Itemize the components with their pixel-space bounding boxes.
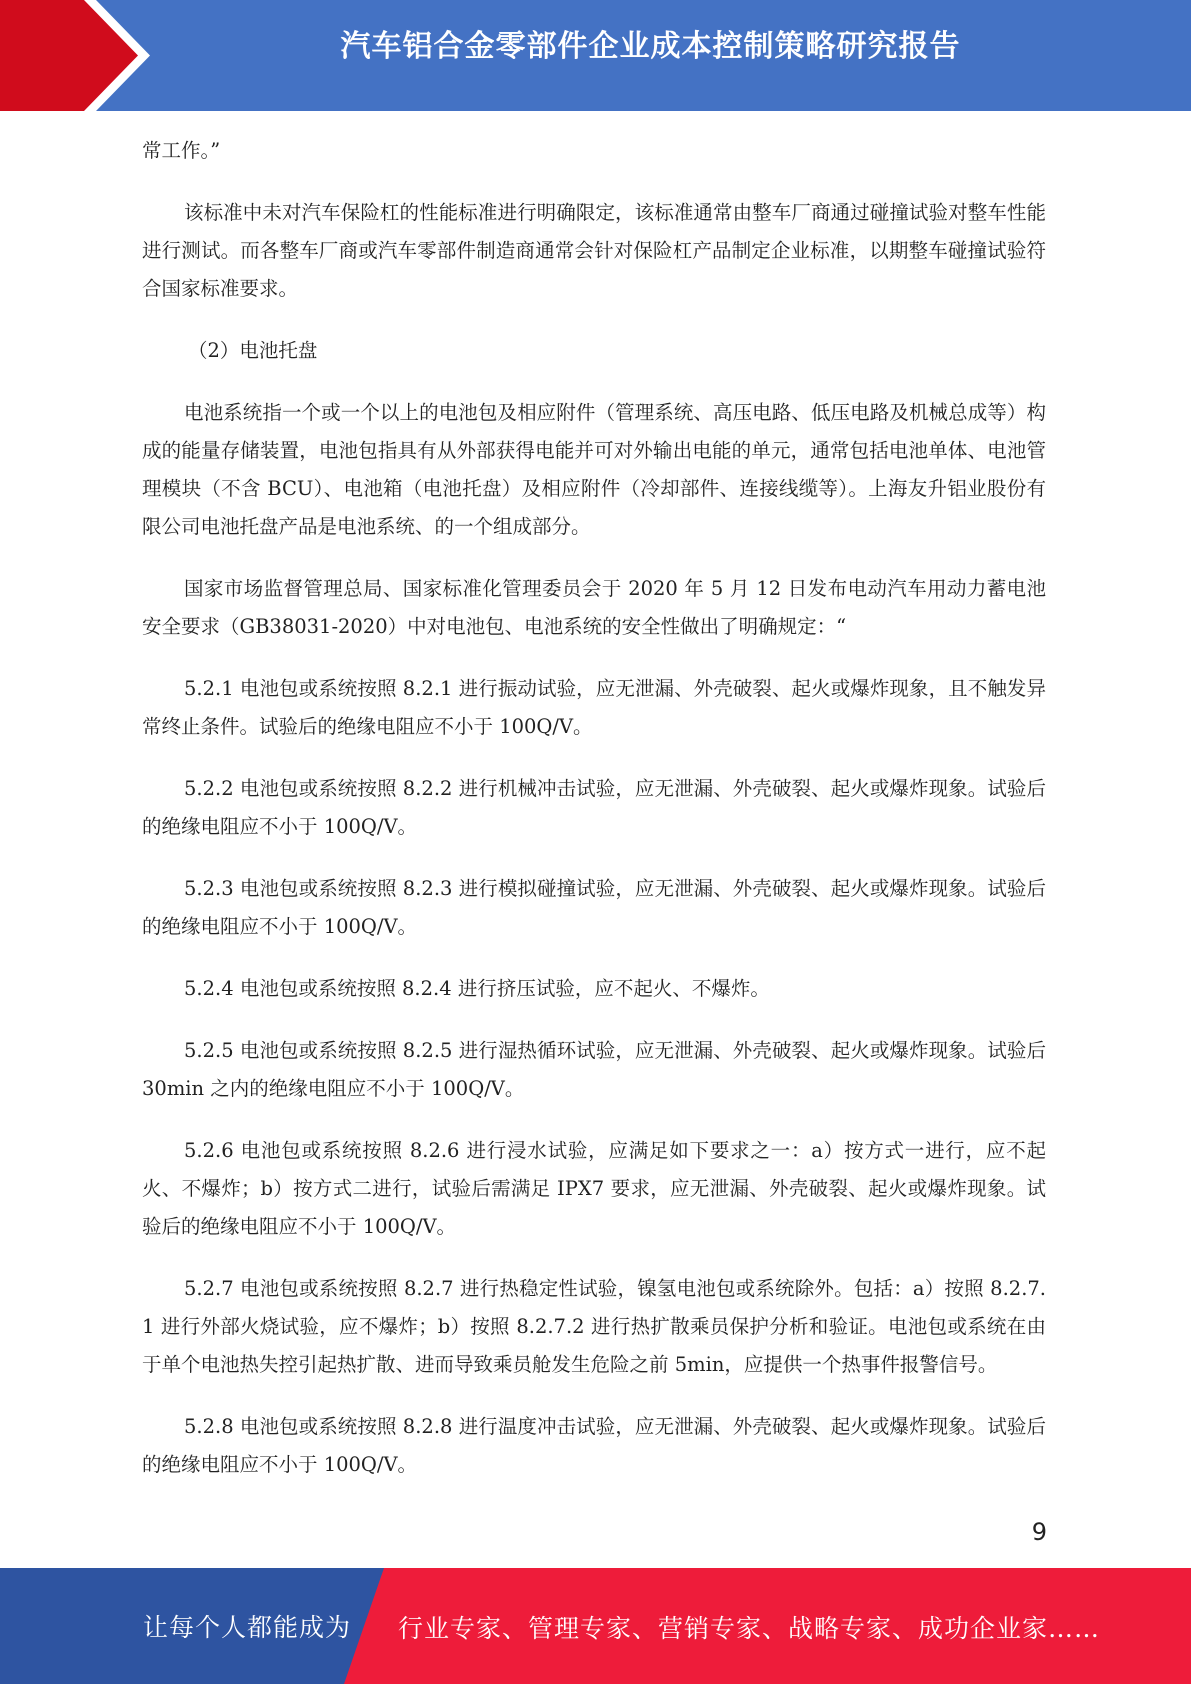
section-heading-battery-tray: （2）电池托盘 [188, 339, 318, 362]
clause-5-2-4: 5.2.4 电池包或系统按照 8.2.4 进行挤压试验，应不起火、不爆炸。 [184, 977, 770, 1000]
paragraph-gb-standard: 国家市场监督管理总局、国家标准化管理委员会于 2020 年 5 月 12 日发布电动汽车用动力蓄电池安全要求（GB38031-2020）中对电池包、电池系统的安全性做出了明确规定：“ [142, 577, 1046, 638]
page-number: 9 [1031, 1518, 1047, 1546]
footer-slogan-left: 让每个人都能成为 [143, 1613, 352, 1642]
clause-5-2-8: 5.2.8 电池包或系统按照 8.2.8 进行温度冲击试验，应无泄漏、外壳破裂、起火或爆炸现象。试验后的绝缘电阻应不小于 100Q/V。 [142, 1415, 1046, 1476]
footer-slogan-right: 行业专家、管理专家、营销专家、战略专家、成功企业家…… [398, 1614, 1101, 1643]
clause-5-2-2: 5.2.2 电池包或系统按照 8.2.2 进行机械冲击试验，应无泄漏、外壳破裂、起火或爆炸现象。试验后的绝缘电阻应不小于 100Q/V。 [142, 777, 1046, 838]
clause-5-2-5: 5.2.5 电池包或系统按照 8.2.5 进行湿热循环试验，应无泄漏、外壳破裂、起火或爆炸现象。试验后 30min 之内的绝缘电阻应不小于 100Q/V。 [142, 1039, 1046, 1100]
header-title: 汽车铝合金零部件企业成本控制策略研究报告 [340, 29, 961, 64]
clause-5-2-7: 5.2.7 电池包或系统按照 8.2.7 进行热稳定性试验，镍氢电池包或系统除外。包括：a）按照 8.2.7.1 进行外部火烧试验，应不爆炸；b）按照 8.2.7.2 进行热扩散乘员保护分析和验证。电池包或系统在由于单个电池热失控引起热扩散、进而导致乘员舱发生危险之前 5min，应提供一个热事件报警信号。 [142, 1277, 1046, 1376]
page-header [0, 0, 1191, 111]
paragraph-battery-system: 电池系统指一个或一个以上的电池包及相应附件（管理系统、高压电路、低压电路及机械总成等）构成的能量存储装置，电池包指具有从外部获得电能并可对外输出电能的单元，通常包括电池单体、电池管理模块（不含 BCU）、电池箱（电池托盘）及相应附件（冷却部件、连接线缆等）。上海友升铝业股份有限公司电池托盘产品是电池系统、的一个组成部分。 [142, 401, 1046, 538]
paragraph-continuation: 常工作。” [142, 139, 221, 162]
paragraph-bumper-standard: 该标准中未对汽车保险杠的性能标准进行明确限定，该标准通常由整车厂商通过碰撞试验对整车性能进行测试。而各整车厂商或汽车零部件制造商通常会针对保险杠产品制定企业标准，以期整车碰撞试验符合国家标准要求。 [142, 201, 1046, 300]
clause-5-2-6: 5.2.6 电池包或系统按照 8.2.6 进行浸水试验，应满足如下要求之一：a）按方式一进行，应不起火、不爆炸；b）按方式二进行，试验后需满足 IPX7 要求，应无泄漏、外壳破裂、起火或爆炸现象。试验后的绝缘电阻应不小于 100Q/V。 [142, 1139, 1046, 1238]
document-body [142, 132, 1046, 1508]
page-footer [0, 1568, 1191, 1684]
clause-5-2-1: 5.2.1 电池包或系统按照 8.2.1 进行振动试验，应无泄漏、外壳破裂、起火或爆炸现象，且不触发异常终止条件。试验后的绝缘电阻应不小于 100Q/V。 [142, 677, 1046, 738]
clause-5-2-3: 5.2.3 电池包或系统按照 8.2.3 进行模拟碰撞试验，应无泄漏、外壳破裂、起火或爆炸现象。试验后的绝缘电阻应不小于 100Q/V。 [142, 877, 1046, 938]
